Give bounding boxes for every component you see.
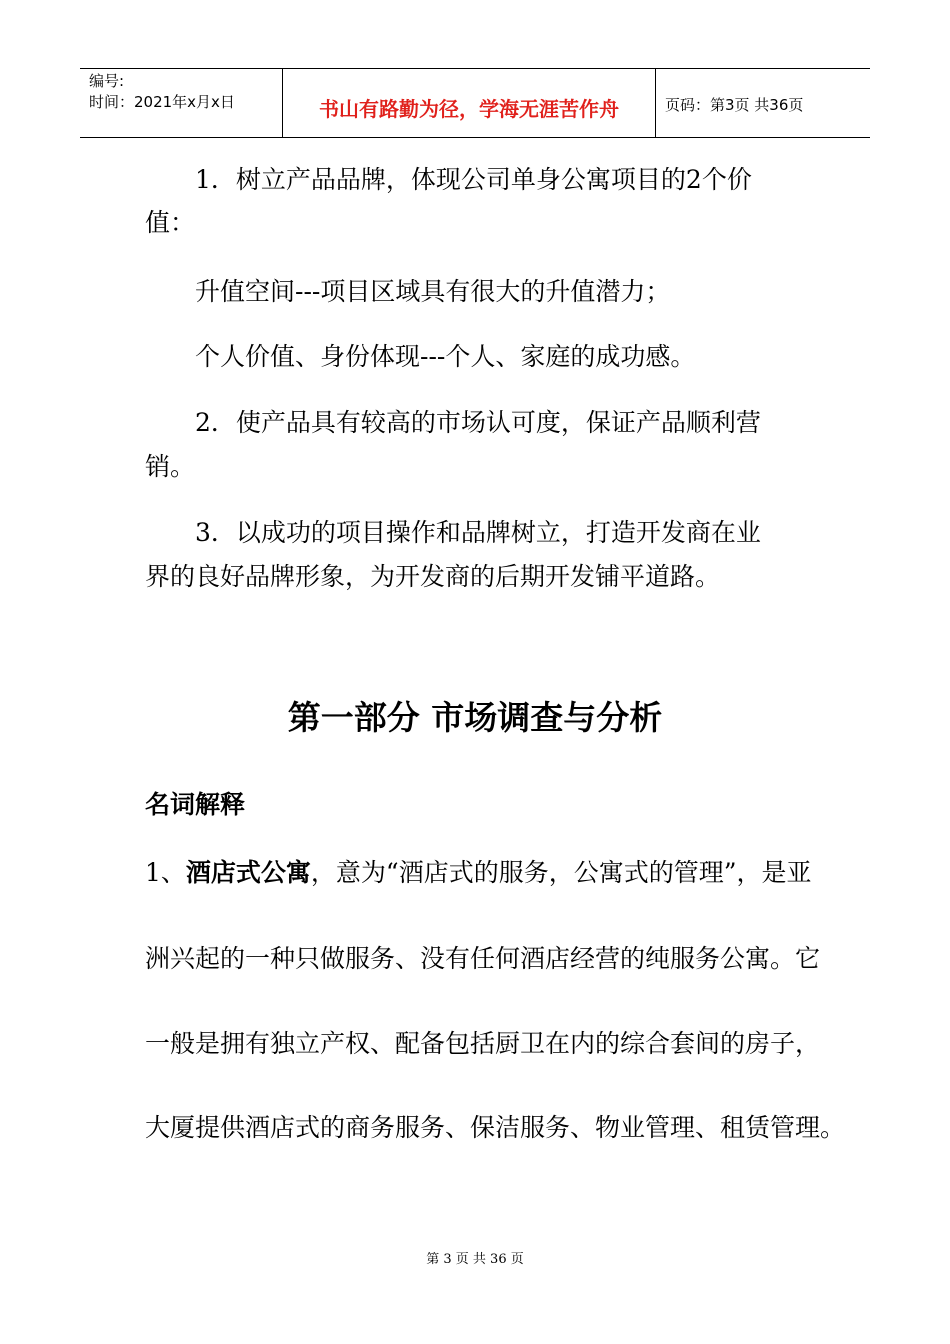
- section-subtitle: 名词解释: [145, 790, 246, 819]
- definition-line-1: [145, 853, 815, 889]
- definition-line-4: 大厦提供酒店式的商务服务、保洁服务、物业管理、租赁管理。: [145, 1113, 846, 1142]
- page-header: [80, 68, 870, 138]
- item-3-line-2: 界的良好品牌形象，为开发商的后期开发铺平道路。: [145, 562, 721, 591]
- definition-term: 酒店式公寓: [185, 858, 311, 887]
- item-2-line-2: 销。: [145, 452, 196, 481]
- item-3-line-1: 3．以成功的项目操作和品牌树立，打造开发商在业: [195, 518, 761, 547]
- header-motto-cell: [283, 69, 656, 137]
- section-title: 第一部分 市场调查与分析: [287, 698, 663, 737]
- definition-prefix: 1、: [145, 858, 186, 887]
- header-info-cell: [80, 69, 283, 137]
- document-date: 时间：2021年x月x日: [89, 93, 235, 111]
- value-appreciation: 升值空间---项目区域具有很大的升值潜力；: [195, 277, 671, 306]
- item-1-line-1: 1．树立产品品牌，体现公司单身公寓项目的2个价: [195, 165, 752, 194]
- header-motto: 书山有路勤为径，学海无涯苦作舟: [319, 97, 619, 121]
- item-2-line-1: 2．使产品具有较高的市场认可度，保证产品顺利营: [195, 408, 761, 437]
- value-personal: 个人价值、身份体现---个人、家庭的成功感。: [195, 342, 696, 371]
- definition-line-2: 洲兴起的一种只做服务、没有任何酒店经营的纯服务公寓。它: [145, 944, 821, 973]
- definition-line-1-text: ，意为“酒店式的服务，公寓式的管理”，是亚: [310, 858, 812, 887]
- header-page-code: 页码：第3页 共36页: [665, 96, 804, 114]
- definition-line-3: 一般是拥有独立产权、配备包括厨卫在内的综合套间的房子，: [145, 1029, 821, 1058]
- header-page-cell: [656, 69, 870, 137]
- document-number-label: 编号:: [89, 72, 125, 90]
- page-footer: 第 3 页 共 36 页: [426, 1252, 524, 1267]
- item-1-line-2: 值：: [145, 208, 196, 237]
